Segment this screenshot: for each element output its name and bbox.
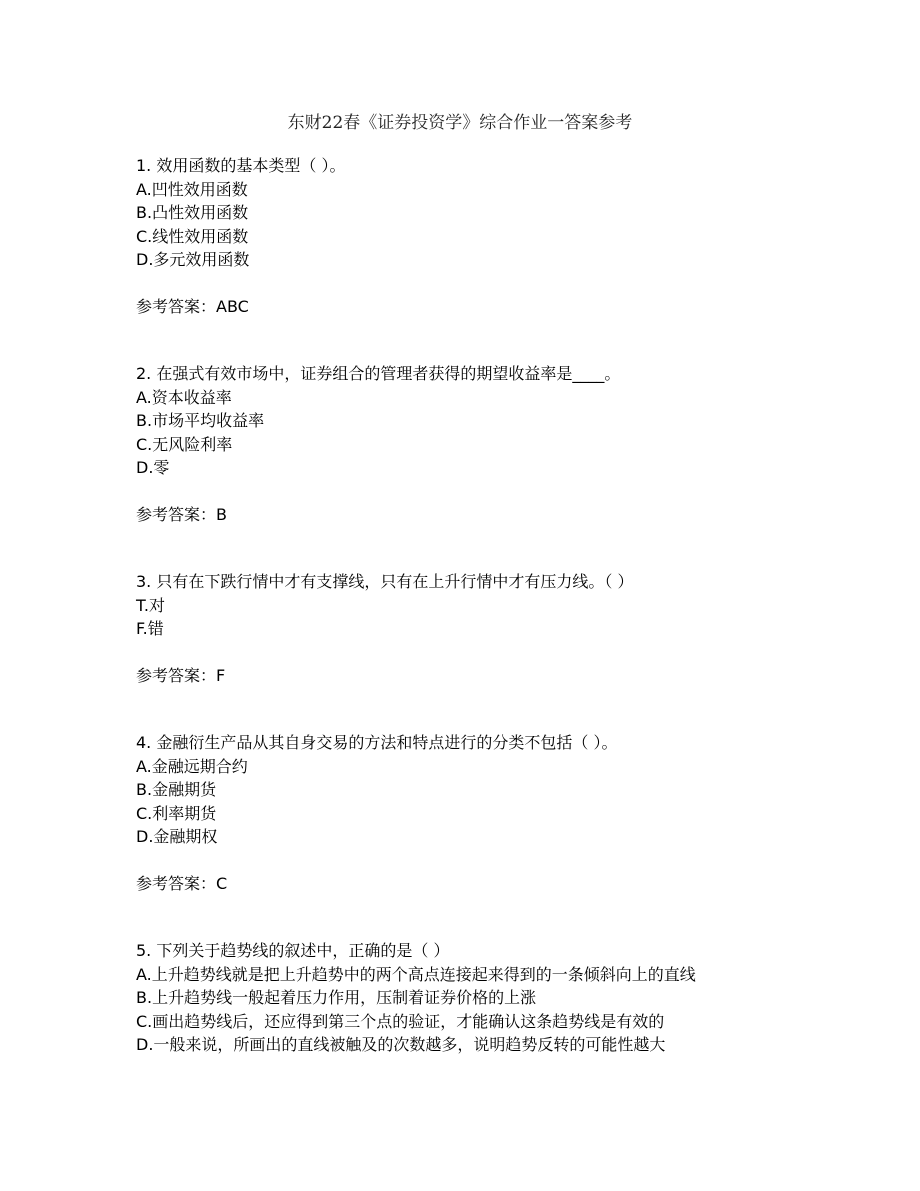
question-stem: 1. 效用函数的基本类型（ ）。 xyxy=(136,156,346,175)
question-5 xyxy=(136,939,836,1057)
option-c: C.利率期货 xyxy=(136,803,217,823)
question-4 xyxy=(136,731,836,849)
option-d: D.多元效用函数 xyxy=(136,250,250,270)
question-3 xyxy=(136,570,836,641)
option-c: C.画出趋势线后，还应得到第三个点的验证，才能确认这条趋势线是有效的 xyxy=(136,1011,665,1031)
reference-answer-4: 参考答案：C xyxy=(136,874,228,893)
question-stem: 5. 下列关于趋势线的叙述中，正确的是（ ） xyxy=(136,941,450,960)
question-stem: 3. 只有在下跌行情中才有支撑线，只有在上升行情中才有压力线。（ ） xyxy=(136,572,634,591)
question-stem: 2. 在强式有效市场中，证券组合的管理者获得的期望收益率是____。 xyxy=(136,364,621,383)
option-c: C.无风险利率 xyxy=(136,434,233,454)
reference-answer-3: 参考答案：F xyxy=(136,666,226,685)
option-t: T.对 xyxy=(136,595,165,615)
question-2 xyxy=(136,362,836,480)
option-d: D.一般来说，所画出的直线被触及的次数越多，说明趋势反转的可能性越大 xyxy=(136,1035,666,1055)
question-stem: 4. 金融衍生产品从其自身交易的方法和特点进行的分类不包括（ ）。 xyxy=(136,733,618,752)
option-b: B.金融期货 xyxy=(136,780,217,800)
option-d: D.零 xyxy=(136,458,170,478)
option-a: A.上升趋势线就是把上升趋势中的两个高点连接起来得到的一条倾斜向上的直线 xyxy=(136,964,696,984)
question-1 xyxy=(136,154,836,272)
document-title: 东财22春《证券投资学》综合作业一答案参考 xyxy=(287,113,633,133)
option-f: F.错 xyxy=(136,619,164,639)
option-b: B.凸性效用函数 xyxy=(136,203,249,223)
option-a: A.资本收益率 xyxy=(136,387,232,407)
option-a: A.凹性效用函数 xyxy=(136,179,248,199)
option-c: C.线性效用函数 xyxy=(136,226,249,246)
option-d: D.金融期权 xyxy=(136,827,218,847)
option-b: B.市场平均收益率 xyxy=(136,411,265,431)
reference-answer-1: 参考答案：ABC xyxy=(136,297,249,316)
option-a: A.金融远期合约 xyxy=(136,756,248,776)
reference-answer-2: 参考答案：B xyxy=(136,505,227,524)
option-b: B.上升趋势线一般起着压力作用，压制着证券价格的上涨 xyxy=(136,988,537,1008)
